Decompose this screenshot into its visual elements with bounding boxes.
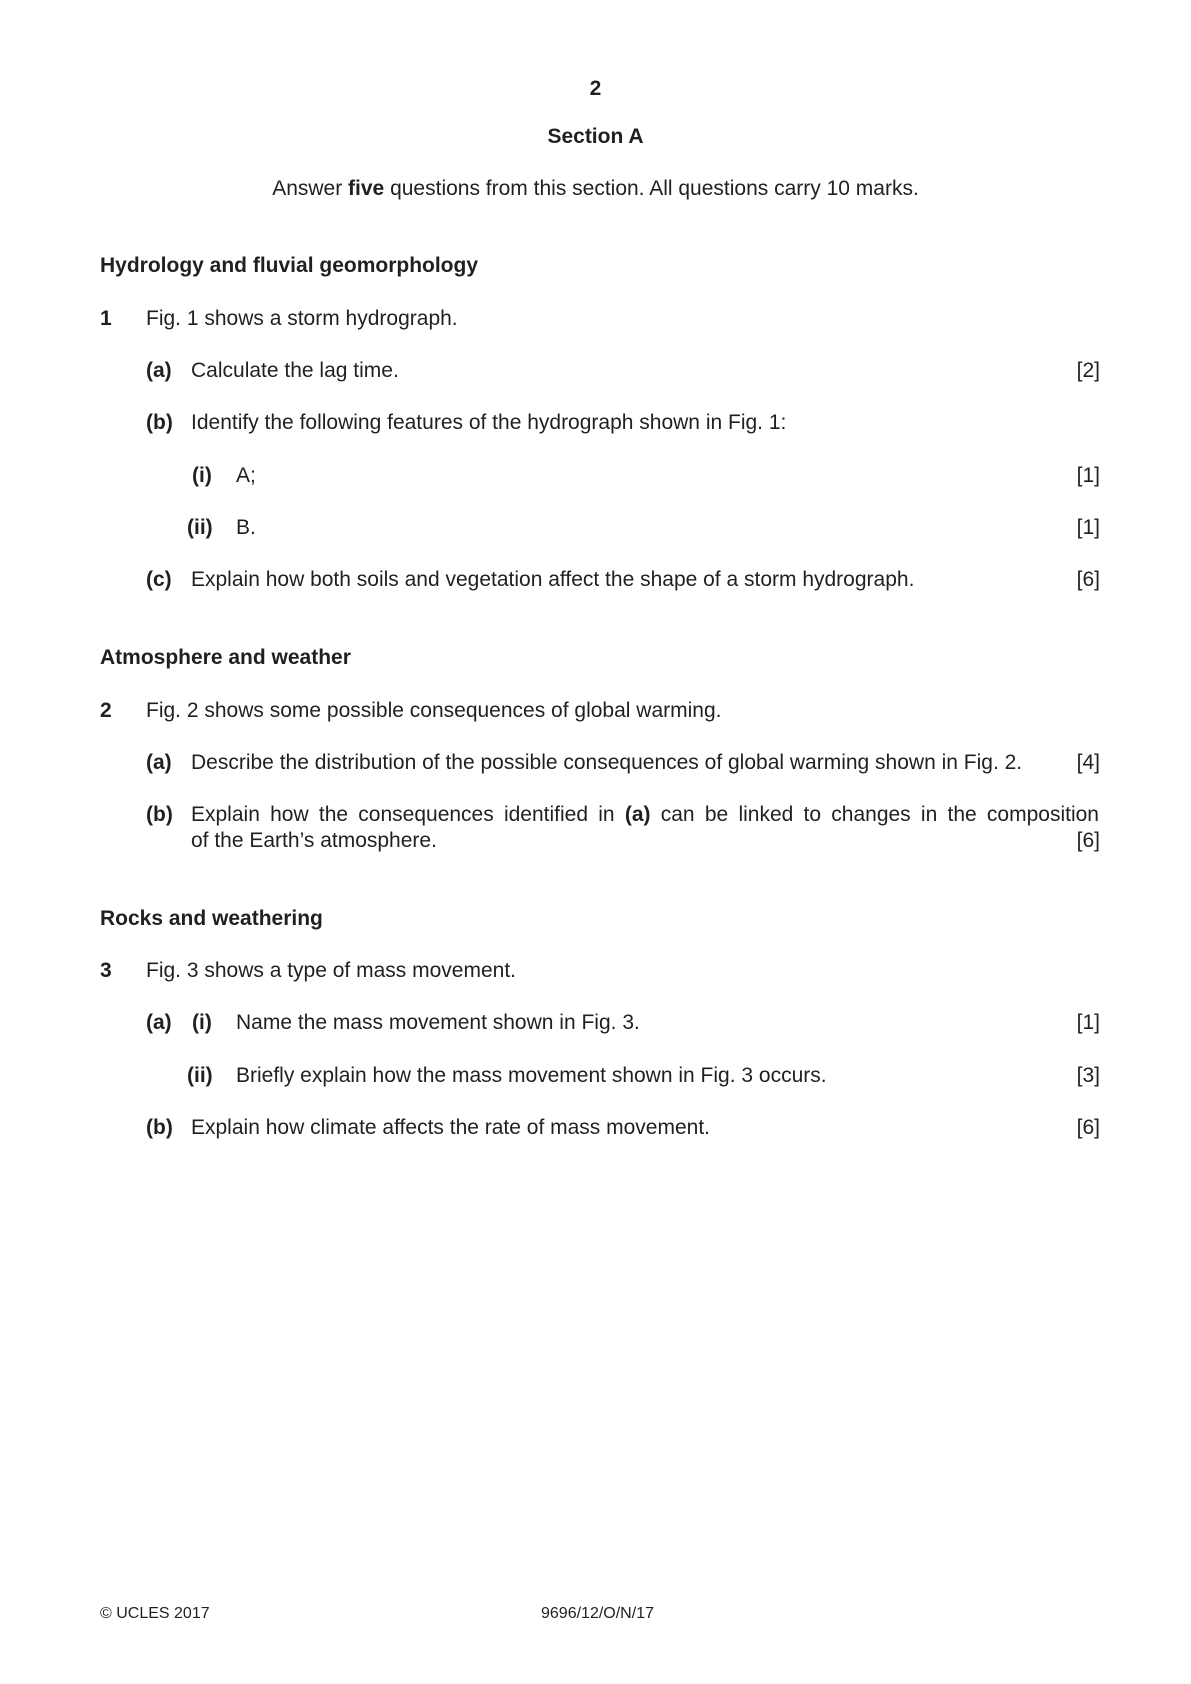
question-1a-label: (a) (146, 359, 172, 382)
question-2b-line1-before: Explain how the consequences identified in (191, 803, 625, 826)
question-2b-line1 (191, 802, 1099, 828)
question-3b-label: (b) (146, 1116, 173, 1139)
question-1b-label: (b) (146, 411, 173, 434)
question-2b-line1-ref: (a) (624, 803, 651, 826)
question-3a-label: (a) (146, 1011, 172, 1034)
topic-heading-hydrology: Hydrology and fluvial geomorphology (100, 254, 479, 277)
question-3a-ii-text: Briefly explain how the mass movement shown in Fig. 3 occurs. (236, 1064, 827, 1087)
question-1a-mark: [2] (1076, 359, 1100, 382)
question-2b-mark: [6] (1076, 829, 1100, 852)
instructions-before: Answer (272, 177, 349, 200)
footer-paper-code: 9696/12/O/N/17 (541, 1605, 654, 1622)
question-2a-mark: [4] (1076, 751, 1100, 774)
question-2b-line2: of the Earth’s atmosphere. (191, 829, 437, 852)
question-3a-ii-mark: [3] (1076, 1064, 1100, 1087)
question-3-stem: Fig. 3 shows a type of mass movement. (146, 959, 516, 982)
question-1c-text: Explain how both soils and vegetation affect the shape of a storm hydrograph. (191, 568, 915, 591)
page-number: 2 (589, 77, 602, 100)
question-3-number: 3 (100, 959, 112, 982)
question-1b-ii-mark: [1] (1076, 516, 1100, 539)
question-1-number: 1 (100, 307, 112, 330)
instructions-after: questions from this section. All questions carry 10 marks. (384, 177, 919, 200)
question-2b-label: (b) (146, 803, 173, 826)
question-2a-label: (a) (146, 751, 172, 774)
question-1b-i-mark: [1] (1076, 464, 1100, 487)
instructions (0, 176, 1191, 202)
question-2-number: 2 (100, 699, 112, 722)
question-2b-line1-after: can be linked to changes in the composition (650, 803, 1099, 826)
question-1a-text: Calculate the lag time. (191, 359, 399, 382)
question-1b-i-text: A; (236, 464, 256, 487)
topic-heading-rocks: Rocks and weathering (100, 907, 323, 930)
question-3b-text: Explain how climate affects the rate of mass movement. (191, 1116, 711, 1139)
question-3a-ii-label: (ii) (187, 1064, 213, 1087)
topic-heading-atmosphere: Atmosphere and weather (100, 646, 351, 669)
question-1c-mark: [6] (1076, 568, 1100, 591)
question-2a-text: Describe the distribution of the possible consequences of global warming shown in Fig. 2. (191, 751, 1023, 774)
question-3a-i-label: (i) (192, 1011, 212, 1034)
question-1c-label: (c) (146, 568, 172, 591)
question-1b-i-label: (i) (192, 464, 212, 487)
question-2-stem: Fig. 2 shows some possible consequences of global warming. (146, 699, 722, 722)
instructions-emphasis: five (348, 177, 385, 200)
footer-copyright: © UCLES 2017 (100, 1605, 210, 1622)
question-1b-text: Identify the following features of the hydrograph shown in Fig. 1: (191, 411, 787, 434)
question-1b-ii-text: B. (236, 516, 256, 539)
question-1-stem: Fig. 1 shows a storm hydrograph. (146, 307, 458, 330)
question-3b-mark: [6] (1076, 1116, 1100, 1139)
question-1b-ii-label: (ii) (187, 516, 213, 539)
question-3a-i-text: Name the mass movement shown in Fig. 3. (236, 1011, 640, 1034)
section-title: Section A (547, 125, 644, 148)
question-3a-i-mark: [1] (1076, 1011, 1100, 1034)
